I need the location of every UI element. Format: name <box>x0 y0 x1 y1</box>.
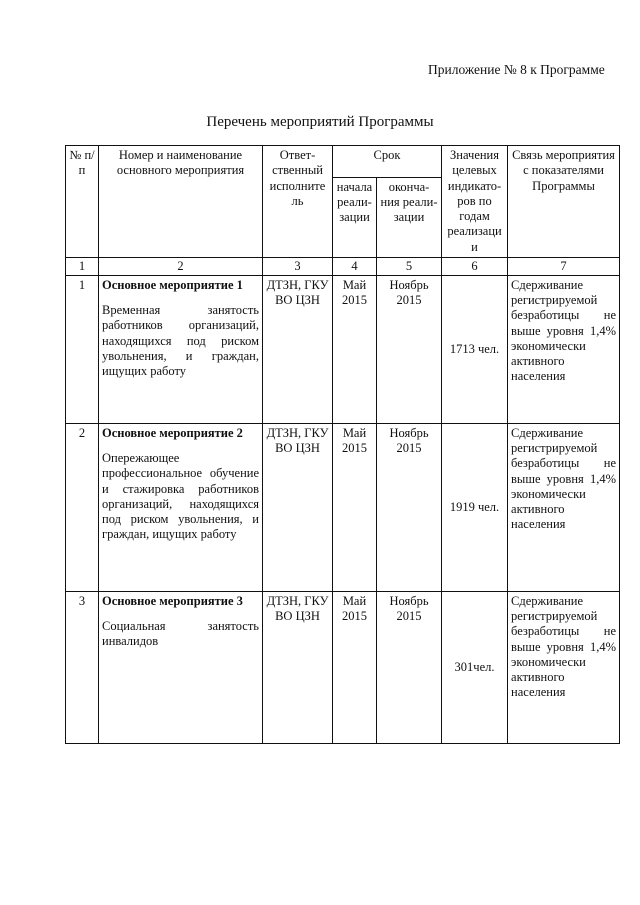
column-number: 3 <box>263 257 333 275</box>
indicator-value: 1919 чел. <box>442 423 508 591</box>
header-num: № п/п <box>66 146 99 258</box>
activity-title: Основное мероприятие 1 <box>102 277 243 292</box>
activity-cell <box>99 275 263 423</box>
column-number: 2 <box>99 257 263 275</box>
activity-description: Опережающее профессиональное обучение и стажировка работников организаций, находящихся под риском увольнения, и граждан, ищущих работу <box>102 451 259 542</box>
column-number: 5 <box>377 257 442 275</box>
header-indicators: Значения целевых индикато-ров по годам реализаци и <box>442 146 508 258</box>
column-number-row <box>66 257 620 275</box>
measures-table <box>65 145 620 744</box>
appendix-label: Приложение № 8 к Программе <box>428 62 605 77</box>
program-link: Сдерживание регистрируемой безработицы не выше уровня 1,4% экономически активного населения <box>508 275 620 423</box>
activity-cell <box>99 591 263 743</box>
column-number: 1 <box>66 257 99 275</box>
row-number: 3 <box>66 591 99 743</box>
header-end: оконча-ния реали-зации <box>377 177 442 257</box>
start-cell: Май 2015 <box>333 423 377 591</box>
activity-cell <box>99 423 263 591</box>
indicator-value: 301чел. <box>442 591 508 743</box>
end-cell: Ноябрь 2015 <box>377 275 442 423</box>
program-link: Сдерживание регистрируемой безработицы не выше уровня 1,4% экономически активного населения <box>508 591 620 743</box>
responsible-cell: ДТЗН, ГКУ ВО ЦЗН <box>263 591 333 743</box>
activity-description: Временная занятость работников организаций, находящихся под риском увольнения, и граждан, ищущих работу <box>102 303 259 378</box>
responsible-cell: ДТЗН, ГКУ ВО ЦЗН <box>263 423 333 591</box>
table-row <box>66 275 620 423</box>
header-start: начала реали-зации <box>333 177 377 257</box>
header-period: Срок <box>333 146 442 178</box>
column-number: 7 <box>508 257 620 275</box>
responsible-cell: ДТЗН, ГКУ ВО ЦЗН <box>263 275 333 423</box>
activity-description: Социальная занятость инвалидов <box>102 619 259 649</box>
header-responsible: Ответ-ственный исполните ль <box>263 146 333 258</box>
activity-title: Основное мероприятие 2 <box>102 425 243 440</box>
column-number: 4 <box>333 257 377 275</box>
end-cell: Ноябрь 2015 <box>377 423 442 591</box>
start-cell: Май 2015 <box>333 591 377 743</box>
row-number: 2 <box>66 423 99 591</box>
activity-title: Основное мероприятие 3 <box>102 593 243 608</box>
table-row <box>66 423 620 591</box>
column-number: 6 <box>442 257 508 275</box>
table-row <box>66 591 620 743</box>
header-link: Связь мероприятия с показателями Программы <box>508 146 620 258</box>
start-cell: Май 2015 <box>333 275 377 423</box>
header-name: Номер и наименование основного мероприятия <box>99 146 263 258</box>
program-link: Сдерживание регистрируемой безработицы не выше уровня 1,4% экономически активного населения <box>508 423 620 591</box>
row-number: 1 <box>66 275 99 423</box>
end-cell: Ноябрь 2015 <box>377 591 442 743</box>
header-row <box>66 146 620 178</box>
indicator-value: 1713 чел. <box>442 275 508 423</box>
document-title: Перечень мероприятий Программы <box>206 114 434 130</box>
